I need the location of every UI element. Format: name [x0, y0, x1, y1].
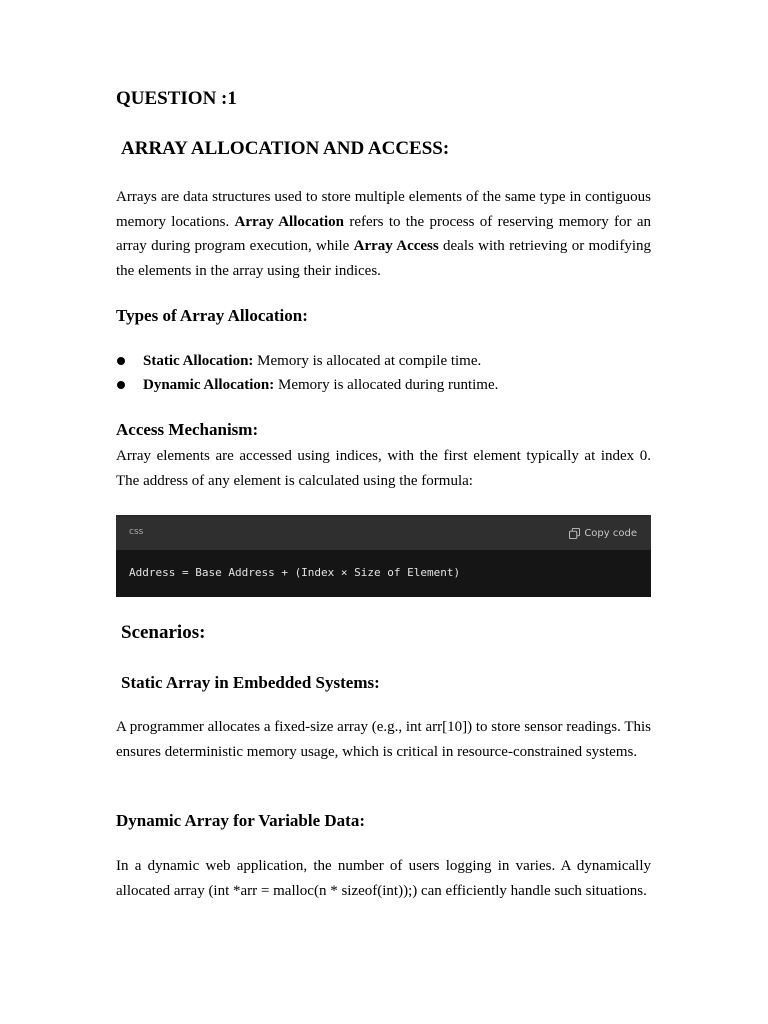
- scenarios-heading: Scenarios:: [121, 622, 206, 643]
- access-heading: Access Mechanism:: [116, 420, 259, 439]
- list-item-text: Memory is allocated at compile time.: [253, 353, 482, 369]
- intro-text-3: deals with retrieving or modifying the elements in the array using their indices.: [116, 238, 651, 280]
- code-language-label: css: [129, 527, 144, 537]
- access-paragraph: Array elements are accessed using indices, with the first element typically at index 0. The address of any element is calculated using the formula:: [116, 448, 651, 489]
- scenario-static-paragraph: A programmer allocates a fixed-size array (e.g., int arr[10]) to store sensor readings. This ensures deterministic memory usage, which is critical in resource-constrained systems.: [116, 719, 651, 760]
- bullet-icon: [117, 381, 125, 389]
- intro-text-1: Arrays are data structures used to store multiple elements of the same type in contiguous memory locations.: [116, 189, 651, 230]
- intro-paragraph: [116, 185, 651, 284]
- bullet-icon: [117, 357, 125, 365]
- scenario-static-heading: Static Array in Embedded Systems:: [121, 673, 380, 692]
- intro-text-2: refers to the process of reserving memory for an array during program execution, while: [116, 213, 651, 255]
- copy-code-label: Copy code: [584, 527, 637, 539]
- code-header: [116, 517, 651, 550]
- list-item: [116, 349, 498, 373]
- list-item-label: Static Allocation:: [143, 353, 254, 369]
- question-title: QUESTION :1: [116, 88, 237, 109]
- scenario-dynamic-paragraph: In a dynamic web application, the number of users logging in varies. A dynamically allocated array (int *arr = malloc(n * sizeof(int));) can efficiently handle such situations.: [116, 858, 651, 899]
- copy-icon: [569, 528, 580, 539]
- copy-code-button[interactable]: [569, 526, 637, 540]
- allocation-types-list: [116, 349, 498, 397]
- scenario-dynamic-heading: Dynamic Array for Variable Data:: [116, 811, 365, 830]
- list-item-label: Dynamic Allocation:: [143, 377, 275, 393]
- section-title: ARRAY ALLOCATION AND ACCESS:: [121, 138, 450, 159]
- intro-bold-access: Array Access: [353, 238, 439, 255]
- list-item: [116, 373, 498, 397]
- intro-bold-allocation: Array Allocation: [234, 213, 345, 230]
- types-heading: Types of Array Allocation:: [116, 306, 308, 325]
- list-item-text: Memory is allocated during runtime.: [274, 377, 499, 393]
- code-block: [116, 515, 651, 597]
- code-line: Address = Base Address + (Index × Size of Element): [129, 566, 461, 579]
